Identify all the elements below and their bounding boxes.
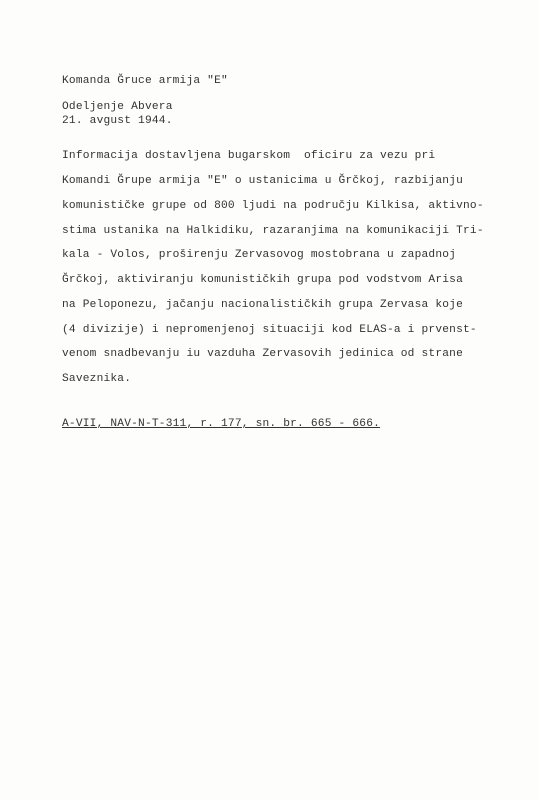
body-line: kala - Volos, proširenju Zervasovog mostobrana u zapadnoj (62, 249, 457, 261)
body-line: Informacija dostavljena bugarskom oficiru za vezu pri (62, 150, 436, 162)
sender-line: Komanda Ğruce armija "E" (62, 75, 228, 87)
archive-reference: A-VII, NAV-N-T-311, r. 177, sn. br. 665 - 666. (62, 418, 381, 430)
department-line: Odeljenje Abvera (62, 101, 173, 113)
body-line: venom snadbevanju iu vazduha Zervasovih jedinica od strane (62, 348, 463, 360)
body-line: Saveznika. (62, 373, 132, 385)
body-line: komunističke grupe od 800 ljudi na području Kilkisa, aktivno- (62, 200, 484, 212)
body-line: stima ustanika na Halkidiku, razaranjima na komunikaciji Tri- (62, 225, 484, 237)
body-line: Ğrčkoj, aktiviranju komunističkih grupa pod vodstvom Arisa (62, 274, 463, 286)
date-line: 21. avgust 1944. (62, 115, 173, 127)
body-line: (4 divizije) i nepromenjenoj situaciji kod ELAS-a i prvenst- (62, 324, 477, 336)
body-line: Komandi Ğrupe armija "E" o ustanicima u Ğrčkoj, razbijanju (62, 175, 463, 187)
body-line: na Peloponezu, jačanju nacionalističkih grupa Zervasa koje (62, 299, 463, 311)
